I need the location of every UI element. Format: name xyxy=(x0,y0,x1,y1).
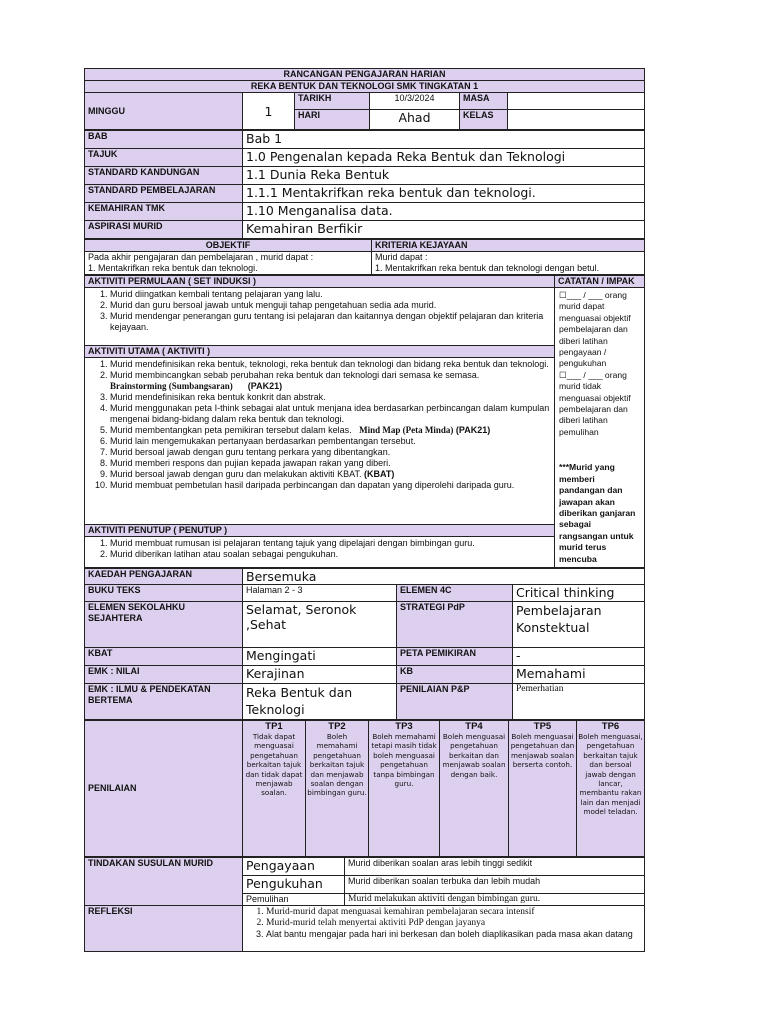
objektif-intro: Pada akhir pengajaran dan pembelajaran , murid dapat : xyxy=(88,252,314,262)
masa-label: MASA xyxy=(460,93,508,110)
penilaian-pp-label: PENILAIAN P&P xyxy=(397,683,513,719)
masa-value xyxy=(508,93,645,110)
penutup-item: 1. Murid membuat rumusan isi pelajaran tentang tajuk yang dipelajari dengan bimbingan guru. xyxy=(110,538,551,549)
sekolahku-value: Selamat, Seronok ,Sehat xyxy=(243,601,397,647)
penilaian-label: PENILAIAN xyxy=(85,720,243,856)
catatan-header: CATATAN / IMPAK xyxy=(555,276,645,288)
kemahiran-tmk-value: 1.10 Menganalisa data. xyxy=(243,203,645,221)
buku-teks-value: Halaman 2 - 3 xyxy=(243,584,397,601)
activities-table xyxy=(84,275,645,568)
bab-value: Bab 1 xyxy=(243,131,645,149)
kbat-tag: (KBAT) xyxy=(364,469,395,480)
utama-item: 4. Murid menggunakan peta I-think sebagai alat untuk menjana idea berdasarkan perbincangan dalam kumpulan mengenai bidang-bidang dalam reka bentuk dan teknologi. xyxy=(110,403,551,425)
tp-desc: Boleh memahami tetapi masih tidak boleh menguasai pengetahuan tanpa bimbingan guru. xyxy=(371,731,437,788)
pak21-tag: (PAK21) xyxy=(455,425,491,436)
penutup-item: 2. Murid diberikan latihan atau soalan sebagai pengukuhan. xyxy=(110,549,551,560)
kriteria-intro: Murid dapat : xyxy=(375,252,428,262)
tp-cell xyxy=(369,720,440,856)
tarikh-value: 10/3/2024 xyxy=(370,93,460,110)
minggu-value: 1 xyxy=(243,93,295,130)
peta-pemikiran-value: - xyxy=(513,647,645,665)
tp-desc: Boleh memahami pengetahuan berkaitan tajuk dan menjawab soalan dengan bimbingan guru. xyxy=(307,731,367,798)
emk-nilai-value: Kerajinan xyxy=(243,665,397,683)
refleksi-item: 2. Murid-murid telah menyertai aktiviti PdP dengan jayanya xyxy=(266,918,641,929)
induksi-header: AKTIVITI PERMULAAN ( SET INDUKSI ) xyxy=(85,276,555,288)
tp-level: TP4 xyxy=(465,720,483,732)
pengayaan-value: Murid diberikan soalan aras lebih tinggi sedikit xyxy=(345,857,645,875)
emk-ilmu-label: EMK : ILMU & PENDEKATAN BERTEMA xyxy=(85,683,243,719)
page-subtitle: REKA BENTUK DAN TEKNOLOGI SMK TINGKATAN 1 xyxy=(85,81,645,93)
minggu-label: MINGGU xyxy=(85,93,243,130)
induksi-item: 3. Murid mendengar penerangan guru tentang isi pelajaran dan kaitannya dengan objektif pelajaran dan kriteria kejayaan. xyxy=(110,311,551,333)
kemahiran-tmk-label: KEMAHIRAN TMK xyxy=(85,203,243,221)
susulan-label: TINDAKAN SUSULAN MURID xyxy=(85,857,243,905)
page-title: RANCANGAN PENGAJARAN HARIAN xyxy=(85,69,645,81)
induksi-item: 1. Murid diingatkan kembali tentang pelajaran yang lalu. xyxy=(110,289,551,300)
catatan-menguasai: ☐___ / ___ orang murid dapat menguasai objektif pembelajaran dan diberi latihan pengayaan / pengukuhan xyxy=(559,290,631,369)
pak21-tag: (PAK21) xyxy=(247,381,283,392)
induksi-item: 2. Murid dan guru bersoal jawab untuk menguji tahap pengetahuan sedia ada murid. xyxy=(110,300,551,311)
induksi-content xyxy=(85,288,555,346)
kelas-label: KELAS xyxy=(460,110,508,130)
objektif-item: 1. Mentakrifkan reka bentuk dan teknologi. xyxy=(88,263,258,273)
strategi-label: STRATEGI PdP xyxy=(397,601,513,647)
utama-item-text: Murid membincangkan sebab perubahan reka bentuk dan teknologi dari semasa ke semasa. xyxy=(110,370,480,381)
tp-cell xyxy=(243,720,306,856)
elemen-4c-label: ELEMEN 4C xyxy=(397,584,513,601)
refleksi-item: 1. Murid-murid dapat menguasai kemahiran pembelajaran secara intensif xyxy=(266,907,641,918)
utama-item: 1. Murid mendefinisikan reka bentuk, teknologi, reka bentuk dan teknologi dan bidang reka bentuk dan teknologi. xyxy=(110,359,551,370)
refleksi-label: REFLEKSI xyxy=(85,905,243,951)
objektif-kriteria-table xyxy=(84,239,645,275)
catatan-content xyxy=(555,288,645,568)
standard-kandungan-value: 1.1 Dunia Reka Bentuk xyxy=(243,167,645,185)
utama-item: 7. Murid bersoal jawab dengan guru tentang perkara yang dibentangkan. xyxy=(110,447,551,458)
tp-desc: Boleh menguasai, pengetahuan berkaitan tajuk dan bersoal jawab dengan lancar, membantu rakan lain dan menjadi model teladan. xyxy=(578,731,643,817)
details-table xyxy=(84,568,645,720)
sekolahku-label: ELEMEN SEKOLAHKU SEJAHTERA xyxy=(85,601,243,647)
tp-level: TP1 xyxy=(265,720,283,732)
bab-label: BAB xyxy=(85,131,243,149)
objektif-content xyxy=(85,252,372,275)
lesson-plan-sheet xyxy=(84,68,644,952)
brainstorming-tag: Brainstorming (Sumbangsaran) xyxy=(110,381,233,392)
tp-level: TP2 xyxy=(328,720,346,732)
pengukuhan-label: Pengukuhan xyxy=(243,875,345,893)
standard-kandungan-label: STANDARD KANDUNGAN xyxy=(85,167,243,185)
catatan-tidak-menguasai: ☐___ / ___ orang murid tidak menguasai objektif pembelajaran dan diberi latihan pemulihan xyxy=(559,369,631,437)
utama-item-text: Murid bersoal jawab dengan guru dan melakukan aktiviti KBAT. xyxy=(110,469,362,480)
hari-value: Ahad xyxy=(370,110,460,130)
utama-item: 10. Murid membuat pembetulan hasil daripada perbincangan dan dapatan yang diperolehi daripada guru. xyxy=(110,480,551,491)
catatan-note: ***Murid yang memberi pandangan dan jawapan akan diberikan ganjaran sebagai rangsangan untuk murid terus mencuba xyxy=(559,462,636,564)
elemen-4c-value: Critical thinking xyxy=(513,584,645,601)
header-table xyxy=(84,68,645,130)
utama-content xyxy=(85,358,555,525)
utama-item: 3. Murid mendefinisikan reka bentuk konkrit dan abstrak. xyxy=(110,392,551,403)
pemulihan-value: Murid melakukan aktiviti dengan bimbingan guru. xyxy=(345,893,645,905)
tajuk-value: 1.0 Pengenalan kepada Reka Bentuk dan Teknologi xyxy=(243,149,645,167)
refleksi-item: 3. Alat bantu mengajar pada hari ini berkesan dan boleh diaplikasikan pada masa akan datang xyxy=(266,929,641,940)
peta-pemikiran-label: PETA PEMIKIRAN xyxy=(397,647,513,665)
tp-cell xyxy=(509,720,577,856)
tp-cell xyxy=(440,720,509,856)
tp-cell xyxy=(306,720,369,856)
utama-item xyxy=(110,469,551,480)
penutup-content xyxy=(85,537,555,568)
tp-desc: Tidak dapat menguasai pengetahuan berkaitan tajuk dan tidak dapat menjawab soalan. xyxy=(245,731,303,798)
kb-value: Memahami xyxy=(513,665,645,683)
emk-ilmu-value: Reka Bentuk dan Teknologi xyxy=(243,683,397,719)
susulan-table xyxy=(84,857,645,952)
kbat-value: Mengingati xyxy=(243,647,397,665)
objektif-header: OBJEKTIF xyxy=(85,240,372,252)
standard-pembelajaran-value: 1.1.1 Mentakrifkan reka bentuk dan teknologi. xyxy=(243,185,645,203)
tp-level: TP3 xyxy=(395,720,413,732)
emk-nilai-label: EMK : NILAI xyxy=(85,665,243,683)
strategi-value: Pembelajaran Konstektual xyxy=(513,601,645,647)
hari-label: HARI xyxy=(295,110,370,130)
penilaian-pp-value: Pemerhatian xyxy=(513,683,645,719)
refleksi-content xyxy=(243,905,645,951)
mind-map-tag: Mind Map (Peta Minda) xyxy=(359,425,454,436)
tp-level: TP5 xyxy=(533,720,552,732)
tarikh-label: TARIKH xyxy=(295,93,370,110)
utama-item xyxy=(110,370,551,392)
kriteria-item: 1. Mentakrifkan reka bentuk dan teknologi dengan betul. xyxy=(375,263,600,273)
penutup-header: AKTIVITI PENUTUP ( PENUTUP ) xyxy=(85,525,555,537)
tp-cell xyxy=(577,720,645,856)
kelas-value xyxy=(508,110,645,130)
penilaian-table xyxy=(84,720,645,857)
utama-item-text: Murid membentangkan peta pemikiran tersebut dalam kelas. xyxy=(110,425,352,436)
kriteria-content xyxy=(372,252,645,275)
kbat-label: KBAT xyxy=(85,647,243,665)
utama-item: 8. Murid memberi respons dan pujian kepada jawapan rakan yang diberi. xyxy=(110,458,551,469)
tp-desc: Boleh menguasai pengetahuan dan menjawab soalan berserta contoh. xyxy=(510,731,575,770)
core-info-table xyxy=(84,130,645,239)
pemulihan-label: Pemulihan xyxy=(243,893,345,905)
standard-pembelajaran-label: STANDARD PEMBELAJARAN xyxy=(85,185,243,203)
kaedah-label: KAEDAH PENGAJARAN xyxy=(85,568,243,584)
kaedah-value: Bersemuka xyxy=(243,568,645,584)
tajuk-label: TAJUK xyxy=(85,149,243,167)
aspirasi-value: Kemahiran Berfikir xyxy=(243,221,645,239)
utama-item: 6. Murid lain mengemukakan pertanyaan berdasarkan pembentangan tersebut. xyxy=(110,436,551,447)
buku-teks-label: BUKU TEKS xyxy=(85,584,243,601)
pengukuhan-value: Murid diberikan soalan terbuka dan lebih mudah xyxy=(345,875,645,893)
tp-desc: Boleh menguasai pengetahuan berkaitan dan menjawab soalan dengan baik. xyxy=(442,731,506,779)
kriteria-header: KRITERIA KEJAYAAN xyxy=(372,240,645,252)
aspirasi-label: ASPIRASI MURID xyxy=(85,221,243,239)
tp-level: TP6 xyxy=(601,720,620,732)
kb-label: KB xyxy=(397,665,513,683)
pengayaan-label: Pengayaan xyxy=(243,857,345,875)
utama-header: AKTIVITI UTAMA ( AKTIVITI ) xyxy=(85,346,555,358)
utama-item xyxy=(110,425,551,436)
